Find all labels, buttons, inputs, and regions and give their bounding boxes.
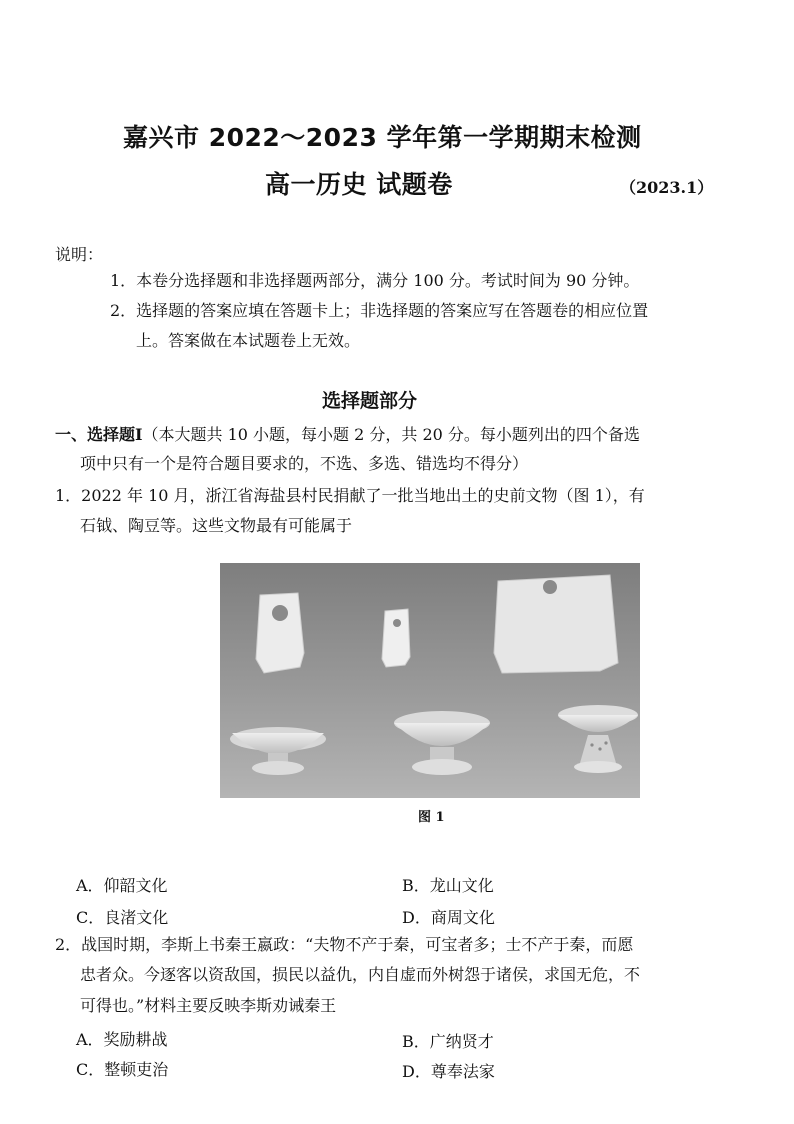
q1-option-b: B．龙山文化 xyxy=(402,876,494,895)
section-instructions xyxy=(55,425,640,445)
q2-option-a: A．奖励耕战 xyxy=(76,1030,168,1049)
section-instructions-cont: 项中只有一个是符合题目要求的，不选、多选、错选均不得分） xyxy=(80,454,529,473)
question-1-line-1: 1．2022 年 10 月，浙江省海盐县村民捐献了一批当地出土的史前文物（图 1），有 xyxy=(55,486,645,505)
q2-option-b: B．广纳贤才 xyxy=(402,1032,494,1051)
question-2-line-2: 忠者众。今逐客以资敌国，损民以益仇，内自虚而外树怨于诸侯，求国无危，不 xyxy=(80,965,641,984)
q1-option-c: C．良渚文化 xyxy=(76,908,169,927)
q2-option-d: D．尊奉法家 xyxy=(402,1062,495,1081)
section-instructions-text: （本大题共 10 小题，每小题 2 分，共 20 分。每小题列出的四个备选 xyxy=(142,425,640,444)
notes-label: 说明： xyxy=(55,245,104,264)
question-2-line-3: 可得也。”材料主要反映李斯劝诫秦王 xyxy=(80,996,337,1015)
exam-date: （2023.1） xyxy=(620,178,714,197)
stone-axe-right xyxy=(494,575,618,673)
exam-subtitle: 高一历史 试题卷 xyxy=(265,170,453,199)
stone-axe-left xyxy=(256,593,304,673)
note-item-2-cont: 上。答案做在本试题卷上无效。 xyxy=(136,331,361,350)
note-item-1: 1．本卷分选择题和非选择题两部分，满分 100 分。考试时间为 90 分钟。 xyxy=(110,271,640,290)
q2-option-c: C．整顿吏治 xyxy=(76,1060,169,1079)
q1-option-a: A．仰韶文化 xyxy=(76,876,168,895)
figure-caption: 图 1 xyxy=(418,810,445,825)
note-item-2: 2．选择题的答案应填在答题卡上；非选择题的答案应写在答题卷的相应位置 xyxy=(110,301,649,320)
exam-title: 嘉兴市 2022～2023 学年第一学期期末检测 xyxy=(123,123,642,152)
section-title: 选择题部分 xyxy=(322,390,418,412)
artifact-photo xyxy=(220,563,640,798)
question-2-line-1: 2．战国时期，李斯上书秦王嬴政：“夫物不产于秦，可宝者多；士不产于秦，而愿 xyxy=(55,935,634,954)
q1-option-d: D．商周文化 xyxy=(402,908,495,927)
stone-axe-middle xyxy=(382,609,410,667)
section-instructions-prefix: 一、选择题Ⅰ xyxy=(55,425,143,444)
question-1-line-2: 石钺、陶豆等。这些文物最有可能属于 xyxy=(80,516,353,535)
